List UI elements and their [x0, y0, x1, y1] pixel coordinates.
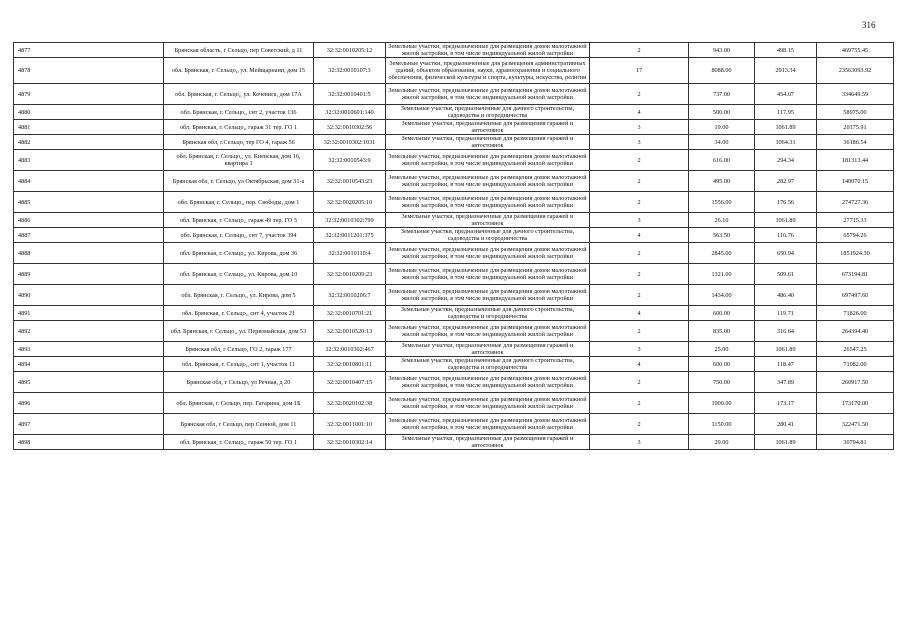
category-cell: 2: [590, 393, 689, 414]
address-cell: Брянская обл, г Сельцо, ул Речная, д 20: [164, 372, 314, 393]
category-cell: 3: [590, 135, 689, 150]
table-row: [14, 58, 894, 84]
table-row: [14, 372, 894, 393]
row-number: 4891: [14, 306, 164, 321]
area-cell: 737.00: [689, 84, 755, 105]
address-cell: обл. Брянская, г. Сельцо,, ул. Киевская, дом 16, квартира 1: [164, 150, 314, 171]
area-cell: 495.00: [689, 171, 755, 192]
address-cell: обл. Брянская, г. Сельцо,, ул. Кирова, дом 5: [164, 285, 314, 306]
address-cell: обл. Брянская, г. Сельцо, пер. Гагарина, дом 1Б: [164, 393, 314, 414]
land-use-cell: Земельные участки, предназначенные для размещения домов малоэтажной жилой застройки, в том числе индивидуальной жилой застройки: [386, 414, 590, 435]
cadastral-number-cell: 32:32:0010302:56: [314, 120, 386, 135]
area-cell: 600.00: [689, 357, 755, 372]
rate-cell: 1061.89: [755, 120, 817, 135]
cadastral-number-cell: 32:32:0010302:14: [314, 435, 386, 450]
land-use-cell: Земельные участки, предназначенные для размещения домов малоэтажной жилой застройки, в том числе индивидуальной жилой застройки: [386, 43, 590, 58]
land-use-cell: Земельные участки, предназначенные для размещения домов малоэтажной жилой застройки, в том числе индивидуальной жилой застройки: [386, 192, 590, 213]
cadastral-value-cell: 264394.40: [817, 321, 894, 342]
cadastral-value-cell: 26547.25: [817, 342, 894, 357]
area-cell: 616.00: [689, 150, 755, 171]
table-row: [14, 228, 894, 243]
category-cell: 3: [590, 435, 689, 450]
row-number: 4878: [14, 58, 164, 84]
table-row: [14, 150, 894, 171]
row-number: 4879: [14, 84, 164, 105]
area-cell: 19.00: [689, 120, 755, 135]
cadastral-number-cell: 32:32:0010407:15: [314, 372, 386, 393]
land-use-cell: Земельные участки, предназначенные для дачного строительства, садоводства и огородничества: [386, 306, 590, 321]
table-row: [14, 243, 894, 264]
land-use-cell: Земельные участки, предназначенные для размещения домов малоэтажной жилой застройки, в том числе индивидуальной жилой застройки: [386, 372, 590, 393]
area-cell: 2845.00: [689, 243, 755, 264]
area-cell: 943.00: [689, 43, 755, 58]
row-number: 4880: [14, 105, 164, 120]
cadastral-number-cell: 32:32:0010206:7: [314, 285, 386, 306]
address-cell: обл. Брянская, г. Сельцо,, ул. Кирова, дом 10: [164, 264, 314, 285]
category-cell: 2: [590, 43, 689, 58]
table-row: [14, 43, 894, 58]
address-cell: обл. Брянская, г. Сельцо,, ул. Мейщарнани, дом 15: [164, 58, 314, 84]
rate-cell: 1064.31: [755, 135, 817, 150]
cadastral-value-cell: 30794.81: [817, 435, 894, 450]
cadastral-number-cell: 32:32:0011001:10: [314, 414, 386, 435]
row-number: 4883: [14, 150, 164, 171]
cadastral-number-cell: 32:32:0010801:11: [314, 357, 386, 372]
category-cell: 17: [590, 58, 689, 84]
rate-cell: 173.17: [755, 393, 817, 414]
cadastral-number-cell: 32:32:0010601:140: [314, 105, 386, 120]
land-use-cell: Земельные участки, предназначенные для размещения домов малоэтажной жилой застройки, в том числе индивидуальной жилой застройки: [386, 150, 590, 171]
area-cell: 34.00: [689, 135, 755, 150]
category-cell: 2: [590, 414, 689, 435]
rate-cell: 509.61: [755, 264, 817, 285]
rate-cell: 118.47: [755, 357, 817, 372]
cadastral-value-cell: 71082.00: [817, 357, 894, 372]
row-number: 4877: [14, 43, 164, 58]
table-row: [14, 342, 894, 357]
row-number: 4896: [14, 393, 164, 414]
rate-cell: 1061.89: [755, 342, 817, 357]
address-cell: обл. Брянская, г. Сельцо,, ул. Кирова, дом 36: [164, 243, 314, 264]
table-row: [14, 84, 894, 105]
table-row: [14, 192, 894, 213]
cadastral-value-cell: 673194.81: [817, 264, 894, 285]
rate-cell: 294.34: [755, 150, 817, 171]
area-cell: 1434.00: [689, 285, 755, 306]
land-use-cell: Земельные участки, предназначенные для размещения домов малоэтажной жилой застройки, в том числе индивидуальной жилой застройки: [386, 285, 590, 306]
cadastral-number-cell: 32:32:0010110:4: [314, 243, 386, 264]
cadastral-number-cell: 32:32:0010302:799: [314, 213, 386, 228]
rate-cell: 454.07: [755, 84, 817, 105]
address-cell: Брянская обл, г.Сельцо, тер ГО 4, гараж 56: [164, 135, 314, 150]
cadastral-number-cell: 32:32:0010209:23: [314, 264, 386, 285]
address-cell: Брянская область, г Сельцо, пер Советский, д 11: [164, 43, 314, 58]
table-row: [14, 414, 894, 435]
rate-cell: 2913.34: [755, 58, 817, 84]
cadastral-value-cell: 469755.45: [817, 43, 894, 58]
land-use-cell: Земельные участки, предназначенные для размещения домов малоэтажной жилой застройки, в том числе индивидуальной жилой застройки: [386, 243, 590, 264]
table-row: [14, 120, 894, 135]
land-use-cell: Земельные участки, предназначенные для дачного строительства, садоводства и огородничества: [386, 357, 590, 372]
area-cell: 1000.00: [689, 393, 755, 414]
address-cell: обл. Брянская, г. Сельцо,, снт 2, участок 136: [164, 105, 314, 120]
row-number: 4886: [14, 213, 164, 228]
row-number: 4893: [14, 342, 164, 357]
category-cell: 3: [590, 213, 689, 228]
category-cell: 2: [590, 372, 689, 393]
category-cell: 2: [590, 321, 689, 342]
table-row: [14, 393, 894, 414]
area-cell: 1150.00: [689, 414, 755, 435]
land-use-cell: Земельные участки, предназначенные для размещения домов малоэтажной жилой застройки, в том числе индивидуальной жилой застройки: [386, 321, 590, 342]
area-cell: 8088.00: [689, 58, 755, 84]
area-cell: 835.00: [689, 321, 755, 342]
cadastral-number-cell: 32:32:0010520:13: [314, 321, 386, 342]
land-use-cell: Земельные участки, предназначенные для размещения домов малоэтажной жилой застройки, в том числе индивидуальной жилой застройки: [386, 393, 590, 414]
row-number: 4897: [14, 414, 164, 435]
rate-cell: 117.95: [755, 105, 817, 120]
table-row: [14, 306, 894, 321]
area-cell: 29.00: [689, 435, 755, 450]
cadastral-value-cell: 36186.54: [817, 135, 894, 150]
table-row: [14, 357, 894, 372]
category-cell: 2: [590, 171, 689, 192]
land-use-cell: Земельные участки, предназначенные для размещения гаражей и автостоянок: [386, 120, 590, 135]
table-row: [14, 285, 894, 306]
cadastral-value-cell: 140070.15: [817, 171, 894, 192]
cadastral-value-cell: 181313.44: [817, 150, 894, 171]
cadastral-number-cell: 32:32:0010205:12: [314, 43, 386, 58]
row-number: 4894: [14, 357, 164, 372]
land-use-cell: Земельные участки, предназначенные для размещения гаражей и автостоянок: [386, 342, 590, 357]
cadastral-value-cell: 58975.00: [817, 105, 894, 120]
address-cell: обл. Брянская, г. Сельцо,, гараж 49 тер. ГО 5: [164, 213, 314, 228]
category-cell: 3: [590, 120, 689, 135]
cadastral-value-cell: 1851924.30: [817, 243, 894, 264]
rate-cell: 650.94: [755, 243, 817, 264]
address-cell: обл. Брянская, г. Сельцо,, снт 7, участок 394: [164, 228, 314, 243]
table-row: [14, 171, 894, 192]
cadastral-number-cell: 32:32:0010543:9: [314, 150, 386, 171]
cadastral-value-cell: 23563093.92: [817, 58, 894, 84]
cadastral-value-cell: 65794.26: [817, 228, 894, 243]
row-number: 4889: [14, 264, 164, 285]
cadastral-number-cell: 32:32:0010107:3: [314, 58, 386, 84]
cadastral-value-cell: 697497.60: [817, 285, 894, 306]
cadastral-value-cell: 173170.00: [817, 393, 894, 414]
category-cell: 2: [590, 285, 689, 306]
category-cell: 2: [590, 243, 689, 264]
table-row: [14, 321, 894, 342]
cadastral-value-cell: 20175.91: [817, 120, 894, 135]
area-cell: 563.50: [689, 228, 755, 243]
land-use-cell: Земельные участки, предназначенные для размещения домов малоэтажной жилой застройки, в том числе индивидуальной жилой застройки: [386, 84, 590, 105]
row-number: 4892: [14, 321, 164, 342]
cadastral-value-cell: 71826.00: [817, 306, 894, 321]
table-row: [14, 264, 894, 285]
table-row: [14, 435, 894, 450]
land-use-cell: Земельные участки, предназначенные для размещения гаражей и автостоянок: [386, 135, 590, 150]
cadastral-number-cell: 32:32:0020205:10: [314, 192, 386, 213]
land-use-cell: Земельные участки, предназначенные для дачного строительства, садоводства и огородничества: [386, 228, 590, 243]
area-cell: 1321.00: [689, 264, 755, 285]
row-number: 4885: [14, 192, 164, 213]
category-cell: 2: [590, 84, 689, 105]
cadastral-value-table: [13, 42, 894, 450]
cadastral-number-cell: 32:32:0010543:23: [314, 171, 386, 192]
area-cell: 750.00: [689, 372, 755, 393]
category-cell: 2: [590, 264, 689, 285]
rate-cell: 347.89: [755, 372, 817, 393]
rate-cell: 119.71: [755, 306, 817, 321]
category-cell: 2: [590, 150, 689, 171]
row-number: 4888: [14, 243, 164, 264]
area-cell: 26.10: [689, 213, 755, 228]
address-cell: обл. Брянская, г. Сельцо,, гараж 50 тер. ГО 1: [164, 435, 314, 450]
cadastral-number-cell: 32:32:0020102:38: [314, 393, 386, 414]
row-number: 4898: [14, 435, 164, 450]
row-number: 4882: [14, 135, 164, 150]
address-cell: Брянская обл, г Сельцо, ГО 2, гараж 177: [164, 342, 314, 357]
table-row: [14, 213, 894, 228]
address-cell: обл. Брянская, г. Сельцо,, ул. Кочевига, дом 17А: [164, 84, 314, 105]
cadastral-number-cell: 32:32:0011201:375: [314, 228, 386, 243]
area-cell: 500.00: [689, 105, 755, 120]
category-cell: 2: [590, 192, 689, 213]
rate-cell: 1061.89: [755, 213, 817, 228]
area-cell: 1556.00: [689, 192, 755, 213]
address-cell: обл. Брянская, г. Сельцо,, ул. Первомайская, дом 53: [164, 321, 314, 342]
category-cell: 4: [590, 228, 689, 243]
cadastral-number-cell: 32:32:0010302:1031: [314, 135, 386, 150]
address-cell: обл. Брянская, г. Сельцо,, гараж 31 тер. ГО 1: [164, 120, 314, 135]
address-cell: Брянская обл, г Сельцо, пер Сенной, дом 11: [164, 414, 314, 435]
row-number: 4890: [14, 285, 164, 306]
rate-cell: 282.97: [755, 171, 817, 192]
cadastral-number-cell: 32:32:0010701:21: [314, 306, 386, 321]
category-cell: 4: [590, 306, 689, 321]
rate-cell: 176.56: [755, 192, 817, 213]
table-row: [14, 105, 894, 120]
table-row: [14, 135, 894, 150]
land-use-cell: Земельные участки, предназначенные для дачного строительства, садоводства и огородничества: [386, 105, 590, 120]
cadastral-value-cell: 322471.50: [817, 414, 894, 435]
cadastral-value-cell: 260917.50: [817, 372, 894, 393]
rate-cell: 116.76: [755, 228, 817, 243]
land-use-cell: Земельные участки, предназначенные для размещения домов малоэтажной жилой застройки, в том числе индивидуальной жилой застройки: [386, 171, 590, 192]
page-number: 316: [862, 20, 876, 30]
rate-cell: 280.41: [755, 414, 817, 435]
area-cell: 600.00: [689, 306, 755, 321]
address-cell: Брянская обл, г. Сельцо, ул Октябрьская, дом 31-а: [164, 171, 314, 192]
land-use-cell: Земельные участки, предназначенные для размещения гаражей и автостоянок: [386, 435, 590, 450]
cadastral-number-cell: 32:32:0010302:467: [314, 342, 386, 357]
rate-cell: 486.40: [755, 285, 817, 306]
rate-cell: 1061.89: [755, 435, 817, 450]
cadastral-value-cell: 334649.59: [817, 84, 894, 105]
land-use-cell: Земельные участки, предназначенные для размещения административных зданий, объектов образования, науки, здравоохранения и социального обеспечения, физической культуры и спорта, культуры, искусства, религии: [386, 58, 590, 84]
row-number: 4895: [14, 372, 164, 393]
area-cell: 25.00: [689, 342, 755, 357]
row-number: 4884: [14, 171, 164, 192]
address-cell: обл. Брянская, г. Сельцо,, снт 4, участок 21: [164, 306, 314, 321]
row-number: 4881: [14, 120, 164, 135]
address-cell: обл. Брянская, г. Сельцо,, пер. Свободы, дом 1: [164, 192, 314, 213]
land-use-cell: Земельные участки, предназначенные для размещения гаражей и автостоянок: [386, 213, 590, 228]
land-use-cell: Земельные участки, предназначенные для размещения домов малоэтажной жилой застройки, в том числе индивидуальной жилой застройки: [386, 264, 590, 285]
cadastral-value-cell: 27715.33: [817, 213, 894, 228]
rate-cell: 498.15: [755, 43, 817, 58]
category-cell: 3: [590, 342, 689, 357]
row-number: 4887: [14, 228, 164, 243]
address-cell: обл. Брянская, г. Сельцо,, снт 1, участок 11: [164, 357, 314, 372]
cadastral-number-cell: 32:32:0010401:5: [314, 84, 386, 105]
cadastral-value-cell: 274727.36: [817, 192, 894, 213]
category-cell: 4: [590, 105, 689, 120]
category-cell: 4: [590, 357, 689, 372]
rate-cell: 316.64: [755, 321, 817, 342]
